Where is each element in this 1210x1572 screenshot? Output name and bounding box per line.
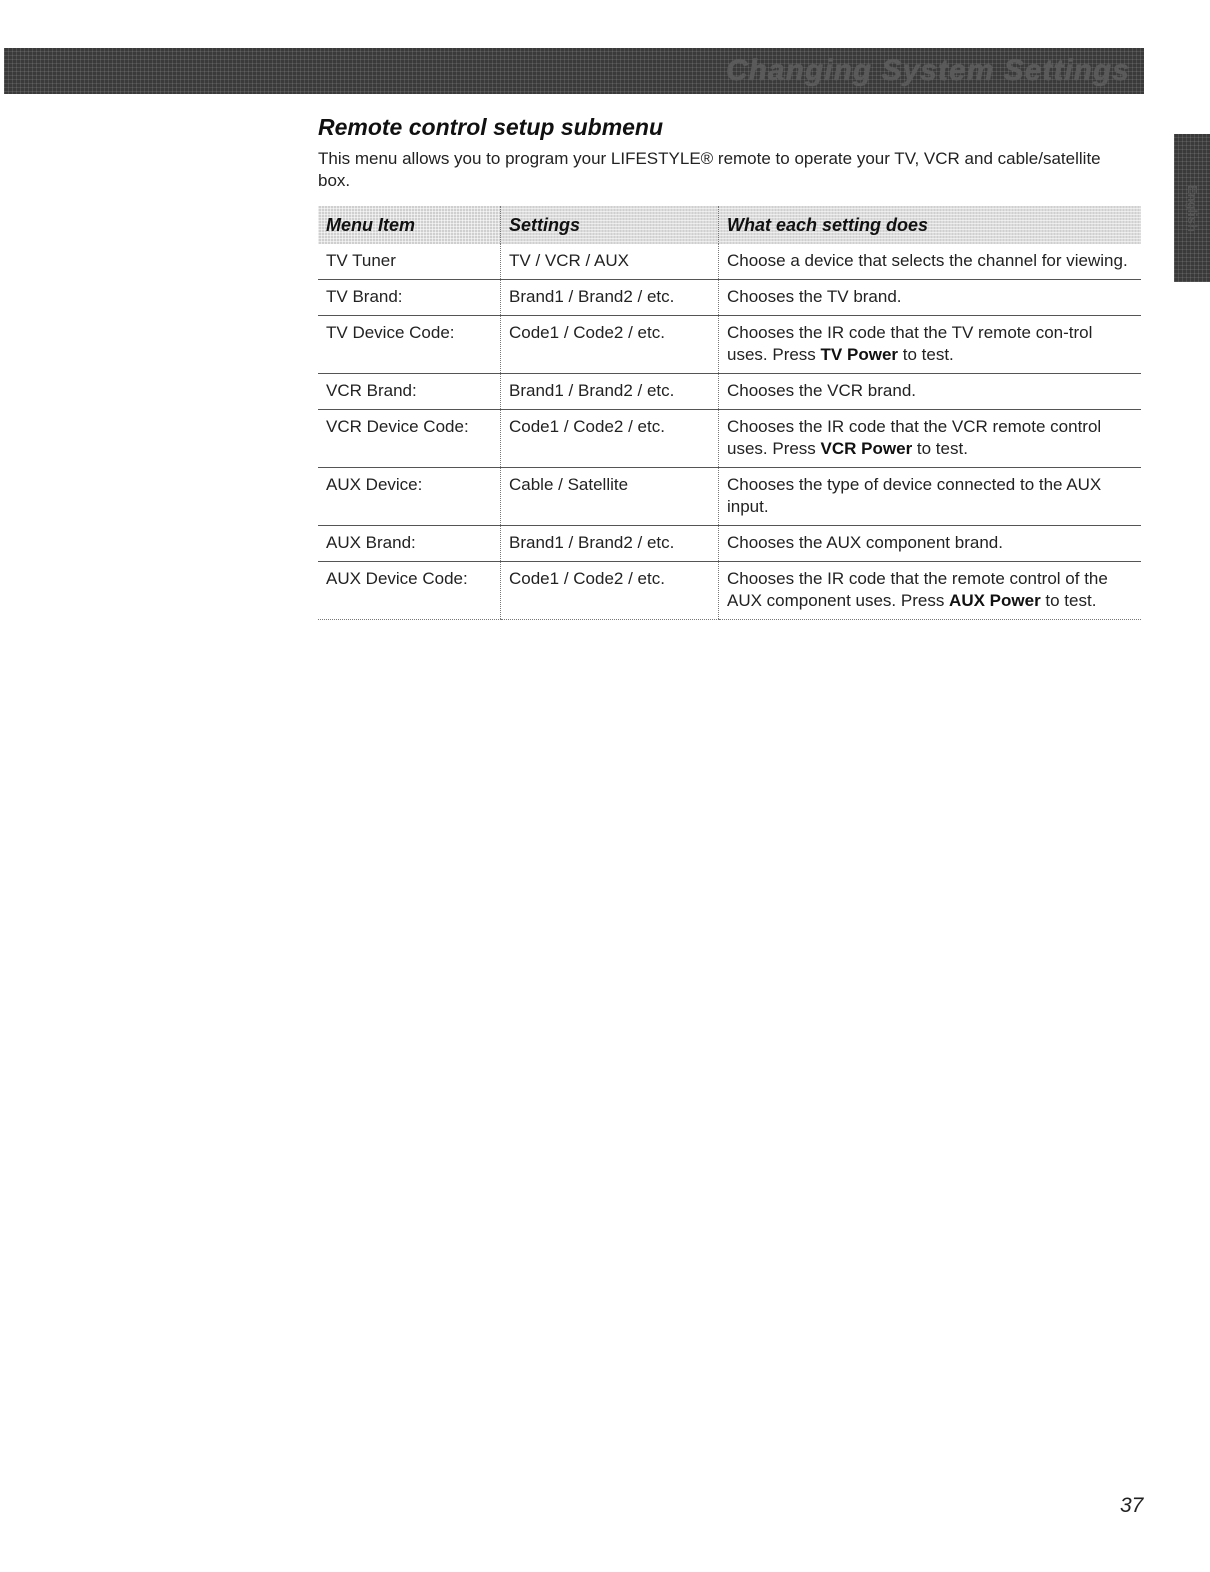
description-cell: Chooses the VCR brand. xyxy=(719,374,1142,410)
settings-cell: Code1 / Code2 / etc. xyxy=(501,410,719,468)
settings-cell: Cable / Satellite xyxy=(501,468,719,526)
table-row xyxy=(318,244,1141,280)
description-text: to test. xyxy=(898,345,954,364)
settings-cell: Brand1 / Brand2 / etc. xyxy=(501,526,719,562)
description-text: Chooses the IR code that the remote control of the AUX component uses. Press xyxy=(727,569,1108,610)
page-number: 37 xyxy=(1120,1494,1144,1517)
menu-item-cell: AUX Device: xyxy=(318,468,501,526)
description-cell: Chooses the AUX component brand. xyxy=(719,526,1142,562)
description-text: to test. xyxy=(1040,591,1097,610)
settings-cell: Code1 / Code2 / etc. xyxy=(501,316,719,374)
settings-cell: Code1 / Code2 / etc. xyxy=(501,562,719,620)
intro-text: This menu allows you to program your LIFESTYLE® remote to operate your TV, VCR and cable/satellite box. xyxy=(318,149,1101,190)
description-cell xyxy=(719,410,1142,468)
description-cell: Chooses the type of device connected to the AUX input. xyxy=(719,468,1142,526)
button-name: AUX Power xyxy=(949,591,1041,610)
menu-item-cell: AUX Brand: xyxy=(318,526,501,562)
settings-cell: Brand1 / Brand2 / etc. xyxy=(501,280,719,316)
menu-item-cell: TV Brand: xyxy=(318,280,501,316)
settings-cell: Brand1 / Brand2 / etc. xyxy=(501,374,719,410)
menu-item-cell: TV Tuner xyxy=(326,251,396,270)
button-name: VCR Power xyxy=(820,439,913,458)
menu-item-cell: AUX Device Code: xyxy=(318,562,501,620)
header-description: What each setting does xyxy=(719,206,1142,244)
side-tab-label: English xyxy=(1185,184,1200,232)
table-row xyxy=(318,316,1141,374)
table-row xyxy=(318,374,1141,410)
description-cell xyxy=(719,562,1142,620)
menu-item-cell: TV Device Code: xyxy=(318,316,501,374)
menu-item-cell: VCR Device Code: xyxy=(318,410,501,468)
description-cell xyxy=(719,316,1142,374)
header-settings: Settings xyxy=(501,206,719,244)
description-text: to test. xyxy=(912,439,968,458)
section-title: Remote control setup submenu xyxy=(318,114,664,140)
header-menu-item: Menu Item xyxy=(318,206,501,244)
button-name: TV Power xyxy=(820,345,899,364)
table-row xyxy=(318,410,1141,468)
settings-table xyxy=(318,206,1141,620)
table-row xyxy=(318,526,1141,562)
header-title: Changing System Settings xyxy=(725,54,1130,87)
settings-cell: TV / VCR / AUX xyxy=(501,244,719,280)
table-row xyxy=(318,562,1141,620)
side-tab xyxy=(1174,134,1210,282)
description-cell: Chooses the TV brand. xyxy=(719,280,1142,316)
menu-item-cell: VCR Brand: xyxy=(318,374,501,410)
table-row xyxy=(318,468,1141,526)
header-band xyxy=(4,48,1144,94)
table-row xyxy=(318,280,1141,316)
description-cell: Choose a device that selects the channel for viewing. xyxy=(719,244,1142,280)
description-text: Chooses the IR code that the TV remote con-trol uses. Press xyxy=(727,323,1093,364)
description-text: Chooses the IR code that the VCR remote control uses. Press xyxy=(727,417,1102,458)
table-header-row xyxy=(318,206,1141,244)
